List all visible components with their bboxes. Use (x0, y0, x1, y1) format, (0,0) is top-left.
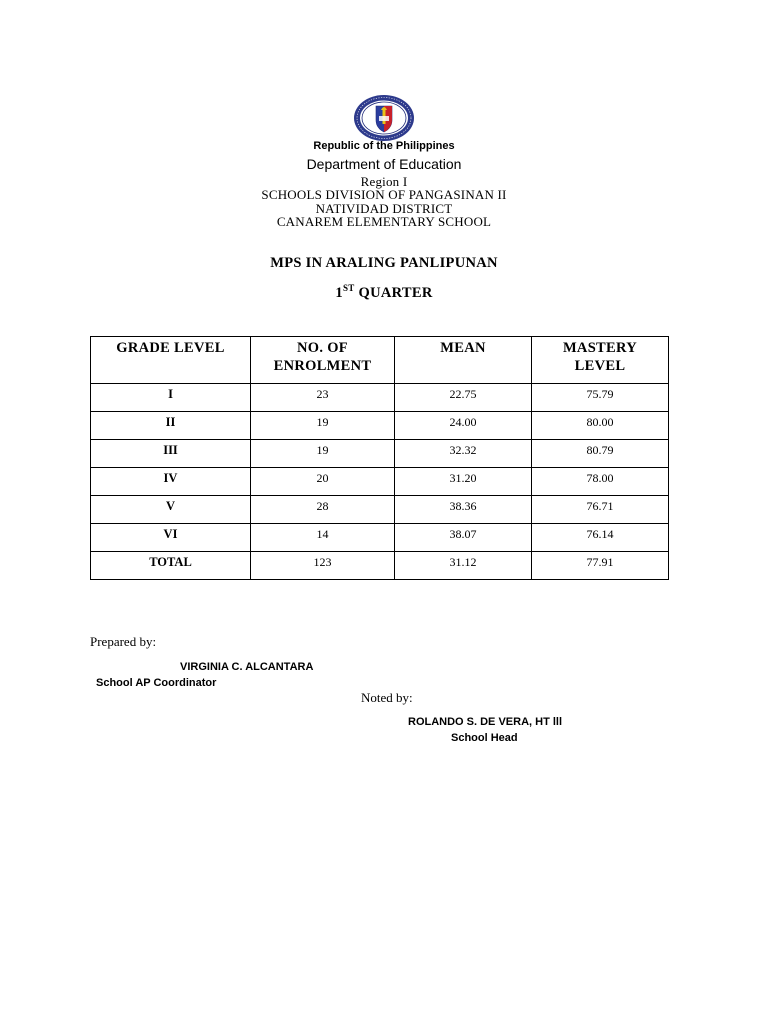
enrolment-cell: 28 (251, 496, 395, 524)
table-header-row (91, 337, 669, 384)
column-header-grade-level: GRADE LEVEL (91, 337, 251, 384)
grade-level-cell: VI (91, 524, 251, 552)
table-row (91, 440, 669, 468)
mean-cell: 38.07 (395, 524, 532, 552)
region-heading: Region I (360, 174, 408, 189)
mean-cell: 22.75 (395, 384, 532, 412)
division-heading: SCHOOLS DIVISION OF PANGASINAN II (261, 187, 507, 202)
column-header-enrolment: NO. OF ENROLMENT (251, 337, 395, 384)
table-row (91, 384, 669, 412)
table-row (91, 496, 669, 524)
school-heading: CANAREM ELEMENTARY SCHOOL (276, 214, 492, 229)
quarter-label: QUARTER (358, 285, 433, 301)
department-heading: Department of Education (306, 156, 462, 172)
table-row (91, 412, 669, 440)
table-row (91, 468, 669, 496)
mean-cell: 24.00 (395, 412, 532, 440)
grade-level-cell: II (91, 412, 251, 440)
enrolment-cell: 23 (251, 384, 395, 412)
enrolment-cell: 14 (251, 524, 395, 552)
table-row (91, 524, 669, 552)
mean-cell: 38.36 (395, 496, 532, 524)
preparer-title: School AP Coordinator (96, 677, 217, 689)
quarter-heading (0, 283, 768, 302)
mean-cell: 32.32 (395, 440, 532, 468)
mastery-level-cell: 75.79 (532, 384, 669, 412)
table-total-row (91, 552, 669, 580)
total-mastery-level-cell: 77.91 (532, 552, 669, 580)
quarter-number: 1 (335, 285, 343, 301)
grade-level-cell: V (91, 496, 251, 524)
quarter-suffix: ST (342, 283, 355, 293)
mastery-level-cell: 80.00 (532, 412, 669, 440)
mps-table (90, 336, 669, 580)
enrolment-cell: 19 (251, 412, 395, 440)
grade-level-cell: I (91, 384, 251, 412)
column-header-mastery-level: MASTERY LEVEL (532, 337, 669, 384)
district-heading: NATIVIDAD DISTRICT (315, 201, 453, 216)
deped-seal-icon (352, 94, 416, 142)
mastery-level-cell: 80.79 (532, 440, 669, 468)
total-label-cell: TOTAL (91, 552, 251, 580)
grade-level-cell: III (91, 440, 251, 468)
preparer-name: VIRGINIA C. ALCANTARA (180, 661, 314, 673)
mean-cell: 31.20 (395, 468, 532, 496)
total-enrolment-cell: 123 (251, 552, 395, 580)
enrolment-cell: 19 (251, 440, 395, 468)
mastery-level-cell: 76.71 (532, 496, 669, 524)
enrolment-cell: 20 (251, 468, 395, 496)
noter-title: School Head (451, 732, 518, 744)
prepared-by-label: Prepared by: (90, 634, 157, 649)
noted-by-label: Noted by: (361, 690, 413, 705)
mastery-level-cell: 78.00 (532, 468, 669, 496)
column-header-mean: MEAN (395, 337, 532, 384)
total-mean-cell: 31.12 (395, 552, 532, 580)
noter-name: ROLANDO S. DE VERA, HT lll (408, 716, 563, 728)
grade-level-cell: IV (91, 468, 251, 496)
republic-heading: Republic of the Philippines (313, 140, 455, 152)
document-title: MPS IN ARALING PANLIPUNAN (270, 255, 498, 271)
mastery-level-cell: 76.14 (532, 524, 669, 552)
